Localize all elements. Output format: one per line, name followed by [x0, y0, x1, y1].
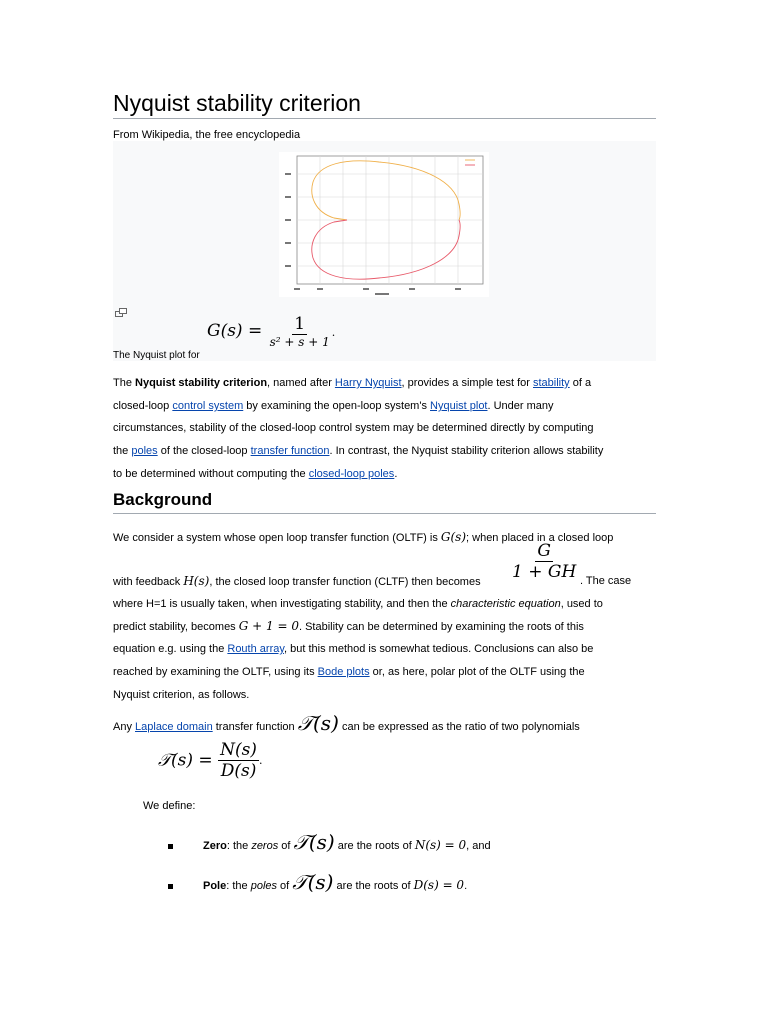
text: of a — [569, 377, 592, 389]
math-d-equation: D(s) = 0 — [413, 878, 465, 892]
bg-line-5 — [113, 638, 593, 661]
section-heading-background: Background — [113, 490, 213, 509]
eq-numerator: N(s) — [220, 740, 257, 760]
intro-line-4 — [113, 440, 603, 463]
text: . Under many — [487, 400, 554, 412]
eq-fraction — [218, 740, 259, 781]
bullet-marker — [168, 884, 173, 889]
italic-term: poles — [250, 880, 277, 892]
link-bode-plots[interactable]: Bode plots — [317, 666, 370, 678]
italic-term: characteristic equation — [450, 598, 561, 610]
text: the — [113, 445, 132, 457]
enlarge-icon[interactable] — [115, 308, 127, 317]
italic-term: zeros — [251, 840, 279, 852]
text: of — [278, 840, 294, 852]
math-n-equation: N(s) = 0 — [414, 838, 467, 852]
text: , used to — [560, 598, 603, 610]
link-harry-nyquist[interactable]: Harry Nyquist — [334, 377, 402, 389]
text: . — [394, 468, 398, 480]
link-closed-loop-poles[interactable]: closed-loop poles — [308, 468, 395, 480]
list-term: Zero — [203, 840, 227, 852]
formula-fraction — [268, 314, 332, 349]
link-transfer-function[interactable]: transfer function — [250, 445, 330, 457]
title-divider — [113, 118, 656, 119]
list-item-zero — [203, 830, 491, 854]
text: : the — [226, 880, 251, 892]
text: or, as here, polar plot of the OLTF using the — [369, 666, 585, 678]
link-nyquist-plot[interactable]: Nyquist plot — [430, 400, 488, 412]
bg-line-6 — [113, 661, 585, 684]
text: can be expressed as the ratio of two polynomials — [338, 721, 580, 733]
bg-line-2 — [113, 570, 481, 594]
bg-line-4 — [113, 615, 584, 639]
text: to be determined without computing the — [113, 468, 309, 480]
text: We consider a system whose open loop transfer function (OLTF) is — [113, 532, 441, 544]
display-equation — [158, 740, 262, 781]
cltf-frac — [510, 541, 578, 582]
math-g-of-s: G(s) — [440, 530, 467, 544]
intro-line-3: circumstances, stability of the closed-loop control system may be determined directly by computing — [113, 422, 594, 434]
text: ; when placed in a closed loop — [466, 532, 614, 544]
text: of — [277, 880, 293, 892]
bg-line-7: Nyquist criterion, as follows. — [113, 689, 250, 701]
we-define: We define: — [143, 800, 196, 812]
formula-tail: . — [331, 326, 336, 339]
text: where H=1 is usually taken, when investigating stability, and then the — [113, 598, 451, 610]
eq-lhs: 𝒯(s) = — [158, 750, 213, 771]
text: , the closed loop transfer function (CLTF) then becomes — [209, 576, 481, 588]
figure-caption: The Nyquist plot for — [113, 350, 200, 361]
bold-term: Nyquist stability criterion — [135, 377, 268, 389]
text: . In contrast, the Nyquist stability criterion allows stability — [329, 445, 604, 457]
intro-line-1 — [113, 372, 591, 395]
link-routh-array[interactable]: Routh array — [227, 643, 285, 655]
text: : the — [226, 840, 252, 852]
text: . Stability can be determined by examining the roots of this — [298, 621, 584, 633]
math-t-of-s: 𝒯(s) — [292, 870, 334, 894]
formula-numerator: 1 — [294, 314, 306, 334]
tagline: From Wikipedia, the free encyclopedia — [113, 129, 301, 141]
nyquist-plot-graphic — [279, 152, 489, 297]
text: , and — [466, 840, 491, 852]
text: closed-loop — [113, 400, 173, 412]
text: The — [113, 377, 136, 389]
link-control-system[interactable]: control system — [172, 400, 244, 412]
section-divider — [113, 513, 656, 514]
cltf-denominator: 1 + GH — [512, 562, 577, 582]
text: by examining the open-loop system's — [243, 400, 431, 412]
text: transfer function — [212, 721, 298, 733]
cltf-numerator: G — [537, 541, 551, 561]
list-term: Pole — [203, 880, 227, 892]
math-t-of-s: 𝒯(s) — [293, 830, 335, 854]
text: are the roots of — [333, 880, 414, 892]
text: , named after — [267, 377, 335, 389]
text: , but this method is somewhat tedious. Conclusions can also be — [284, 643, 594, 655]
text: , provides a simple test for — [401, 377, 533, 389]
nyquist-plot-image[interactable] — [279, 152, 489, 297]
formula-denominator: s² + s + 1 — [269, 335, 330, 349]
math-t-of-s: 𝒯(s) — [297, 711, 339, 735]
text: with feedback — [113, 576, 184, 588]
link-laplace-domain[interactable]: Laplace domain — [135, 721, 213, 733]
math-h-of-s: H(s) — [183, 574, 210, 588]
link-stability[interactable]: stability — [533, 377, 570, 389]
intro-line-5 — [113, 463, 397, 486]
text: equation e.g. using the — [113, 643, 228, 655]
caption-formula — [207, 314, 335, 349]
bg-p2 — [113, 712, 580, 739]
math-char-eq: G + 1 = 0 — [238, 619, 299, 633]
page-title: Nyquist stability criterion — [113, 90, 361, 116]
link-poles[interactable]: poles — [131, 445, 158, 457]
cltf-fraction — [510, 541, 578, 582]
bg-line-3 — [113, 593, 603, 616]
formula-lhs: G(s) = — [207, 321, 263, 341]
bullet-marker — [168, 844, 173, 849]
bg-line-2-tail: . The case — [580, 575, 632, 587]
text: of the closed-loop — [157, 445, 251, 457]
list-item-pole — [203, 870, 467, 894]
eq-tail: . — [258, 754, 263, 767]
text: Any — [113, 721, 136, 733]
eq-denominator: D(s) — [220, 761, 257, 781]
text: . — [464, 880, 468, 892]
text: predict stability, becomes — [113, 621, 239, 633]
text: reached by examining the OLTF, using its — [113, 666, 318, 678]
intro-line-2 — [113, 395, 554, 418]
text: are the roots of — [334, 840, 415, 852]
